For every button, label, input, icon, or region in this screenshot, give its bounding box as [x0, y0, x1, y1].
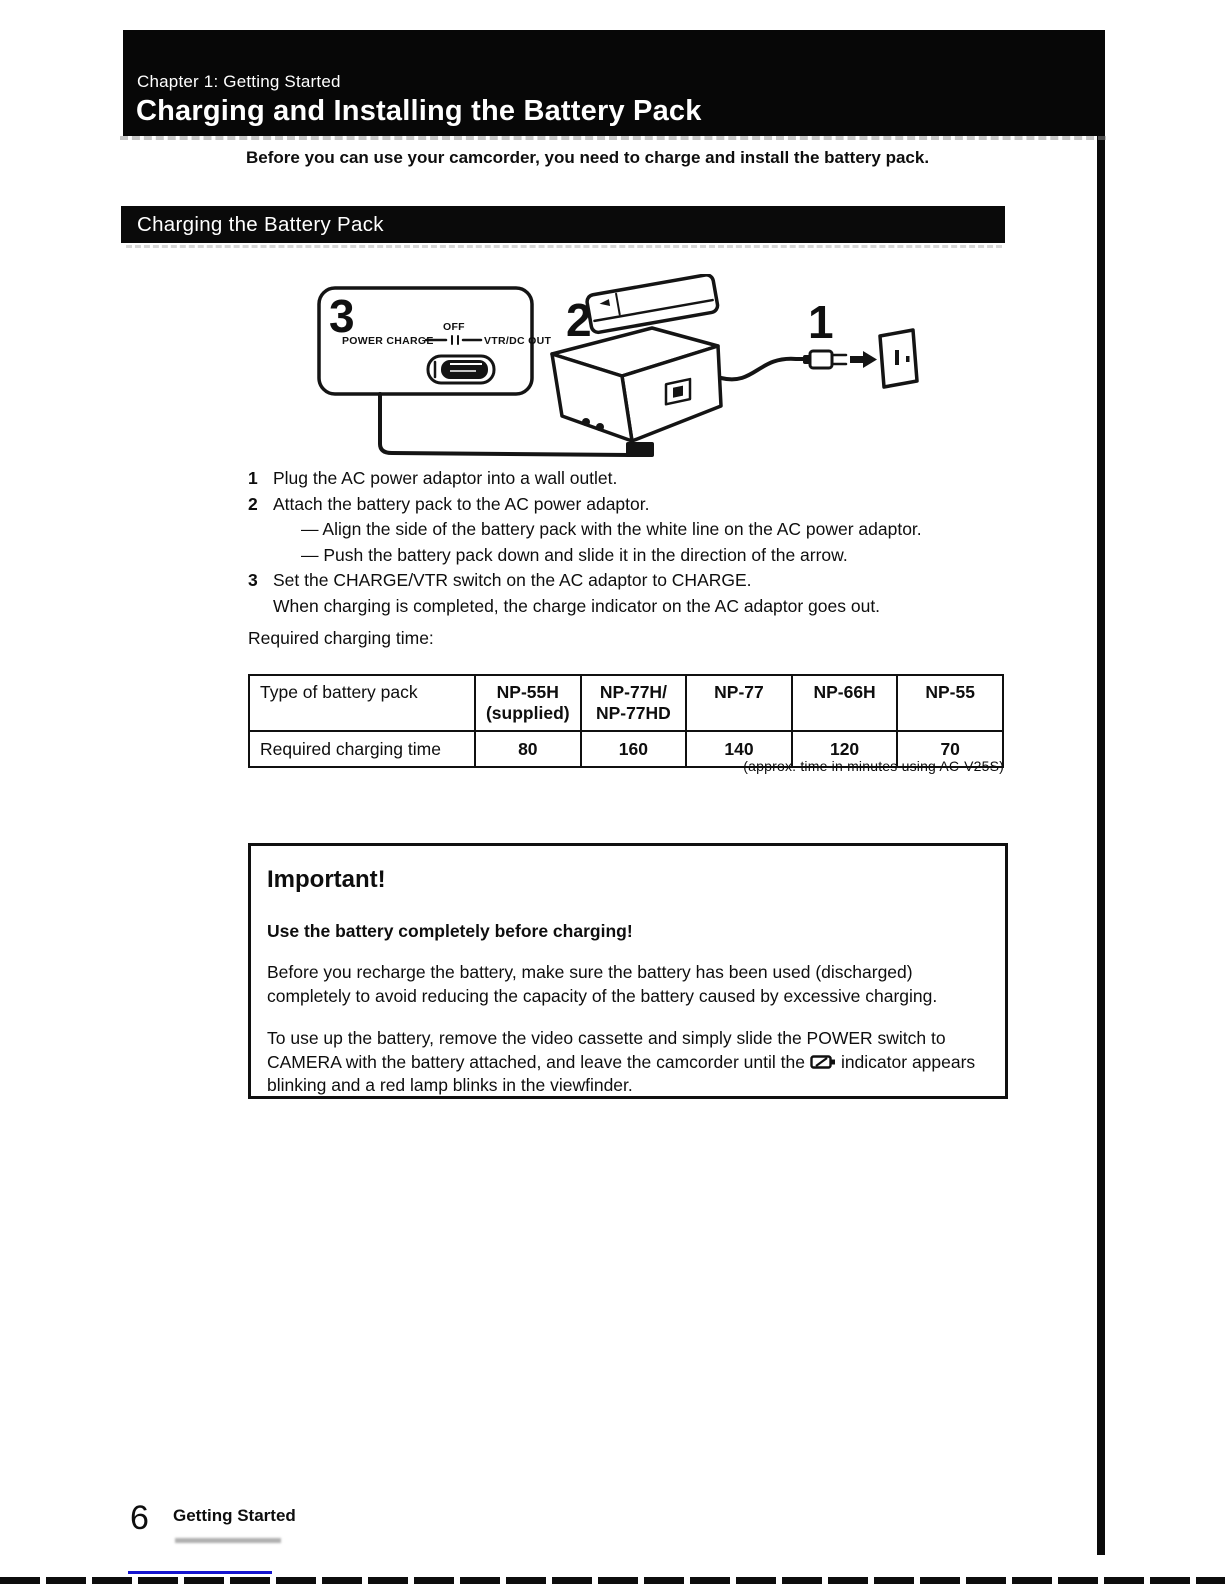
step-2 — [248, 492, 1018, 518]
switch-label-vtr-dc-out: VTR/DC OUT — [484, 335, 552, 347]
step-number: 2 — [248, 493, 258, 514]
paragraph-text: To use up the battery, remove the video cassette and simply slide the POWER switch to CAMERA with the battery attached, and leave the camcorder until the — [267, 1028, 946, 1072]
step-2-substep: — Push the battery pack down and slide it in the direction of the arrow. — [301, 544, 848, 565]
table-header-np66h — [792, 675, 898, 731]
table-footnote: (approx. time in minutes using AC-V25S) — [743, 758, 1004, 774]
table-header-np55h — [475, 675, 581, 731]
charge-vtr-switch — [428, 356, 494, 383]
battery-model-note: (supplied) — [485, 703, 570, 723]
footer-section-label: Getting Started — [173, 1506, 296, 1525]
diagram-step1-number: 1 — [808, 296, 834, 348]
step-text: Attach the battery pack to the AC power adaptor. — [273, 493, 650, 514]
empty-battery-icon — [810, 1054, 836, 1070]
section-title: Charging the Battery Pack — [137, 213, 384, 236]
charging-minutes: 160 — [581, 731, 687, 767]
battery-model: NP-55H — [496, 682, 559, 702]
step-1 — [248, 466, 1018, 492]
ac-plug — [803, 351, 846, 368]
section-header — [121, 206, 1005, 243]
scan-artifact-bottom-edge — [0, 1577, 1225, 1584]
table-header-np77h — [581, 675, 687, 731]
step-3-continuation: When charging is completed, the charge indicator on the AC adaptor goes out. — [273, 595, 881, 616]
ac-cord — [721, 359, 810, 380]
instruction-steps — [248, 466, 1018, 619]
step-text: Plug the AC power adaptor into a wall outlet. — [273, 468, 618, 488]
scan-artifact-line — [126, 245, 1002, 248]
table-header-row — [249, 675, 1003, 731]
table-header-np55 — [897, 675, 1003, 731]
charging-time-table — [248, 674, 1004, 768]
step-2-substep: — Align the side of the battery pack with the white line on the AC power adaptor. — [301, 519, 922, 539]
important-box — [248, 843, 1008, 1099]
table-header-type: Type of battery pack — [249, 675, 475, 731]
important-paragraph-2 — [267, 1027, 987, 1098]
scan-artifact-line — [120, 136, 1106, 140]
chapter-label: Chapter 1: Getting Started — [137, 72, 341, 91]
important-subtitle: Use the battery completely before charging! — [267, 921, 633, 941]
charging-minutes: 140 — [686, 731, 792, 767]
diagram-step3-number: 3 — [329, 290, 355, 342]
step-3 — [248, 568, 1018, 594]
step-text: Set the CHARGE/VTR switch on the AC adaptor to CHARGE. — [273, 570, 752, 590]
battery-model: NP-77H/ — [599, 682, 667, 702]
charging-minutes: 80 — [475, 731, 581, 767]
wall-outlet — [880, 330, 917, 387]
switch-label-power-charge: POWER CHARGE — [342, 335, 434, 347]
table-header-np77 — [686, 675, 792, 731]
charging-diagram — [300, 274, 920, 466]
plug-direction-arrow — [850, 351, 877, 368]
dc-plug — [626, 442, 654, 457]
page-title: Charging and Installing the Battery Pack — [136, 95, 702, 127]
battery-model: NP-66H — [813, 682, 876, 702]
charging-minutes: 70 — [897, 731, 1003, 767]
battery-pack — [586, 274, 719, 333]
battery-model: NP-55 — [925, 682, 975, 702]
important-title: Important! — [267, 866, 386, 893]
switch-callout-box — [319, 288, 551, 394]
step-number: 3 — [248, 570, 258, 590]
diagram-step2-number: 2 — [566, 294, 592, 346]
page-number: 6 — [130, 1499, 149, 1537]
step-number: 1 — [248, 468, 258, 488]
scan-artifact-smudge — [175, 1538, 281, 1543]
table-row-label: Required charging time — [249, 731, 475, 767]
switch-label-off: OFF — [443, 321, 465, 333]
chapter-header — [123, 30, 1105, 136]
scan-artifact-blue-line — [128, 1571, 272, 1574]
paragraph-text: indicator appears blinking and a red lamp blinks in the viewfinder. — [267, 1051, 976, 1095]
scan-edge-bar — [1097, 30, 1105, 1555]
battery-model-note: NP-77HD — [595, 703, 671, 723]
important-paragraph-1: Before you recharge the battery, make sure the battery has been used (discharged) completely to avoid reducing the capacity of the battery caused by excessive charging. — [267, 962, 938, 1006]
battery-model: NP-77 — [714, 682, 764, 702]
charging-minutes: 120 — [792, 731, 898, 767]
charging-time-label: Required charging time: — [248, 628, 434, 648]
intro-text: Before you can use your camcorder, you need to charge and install the battery pack. — [246, 148, 930, 167]
